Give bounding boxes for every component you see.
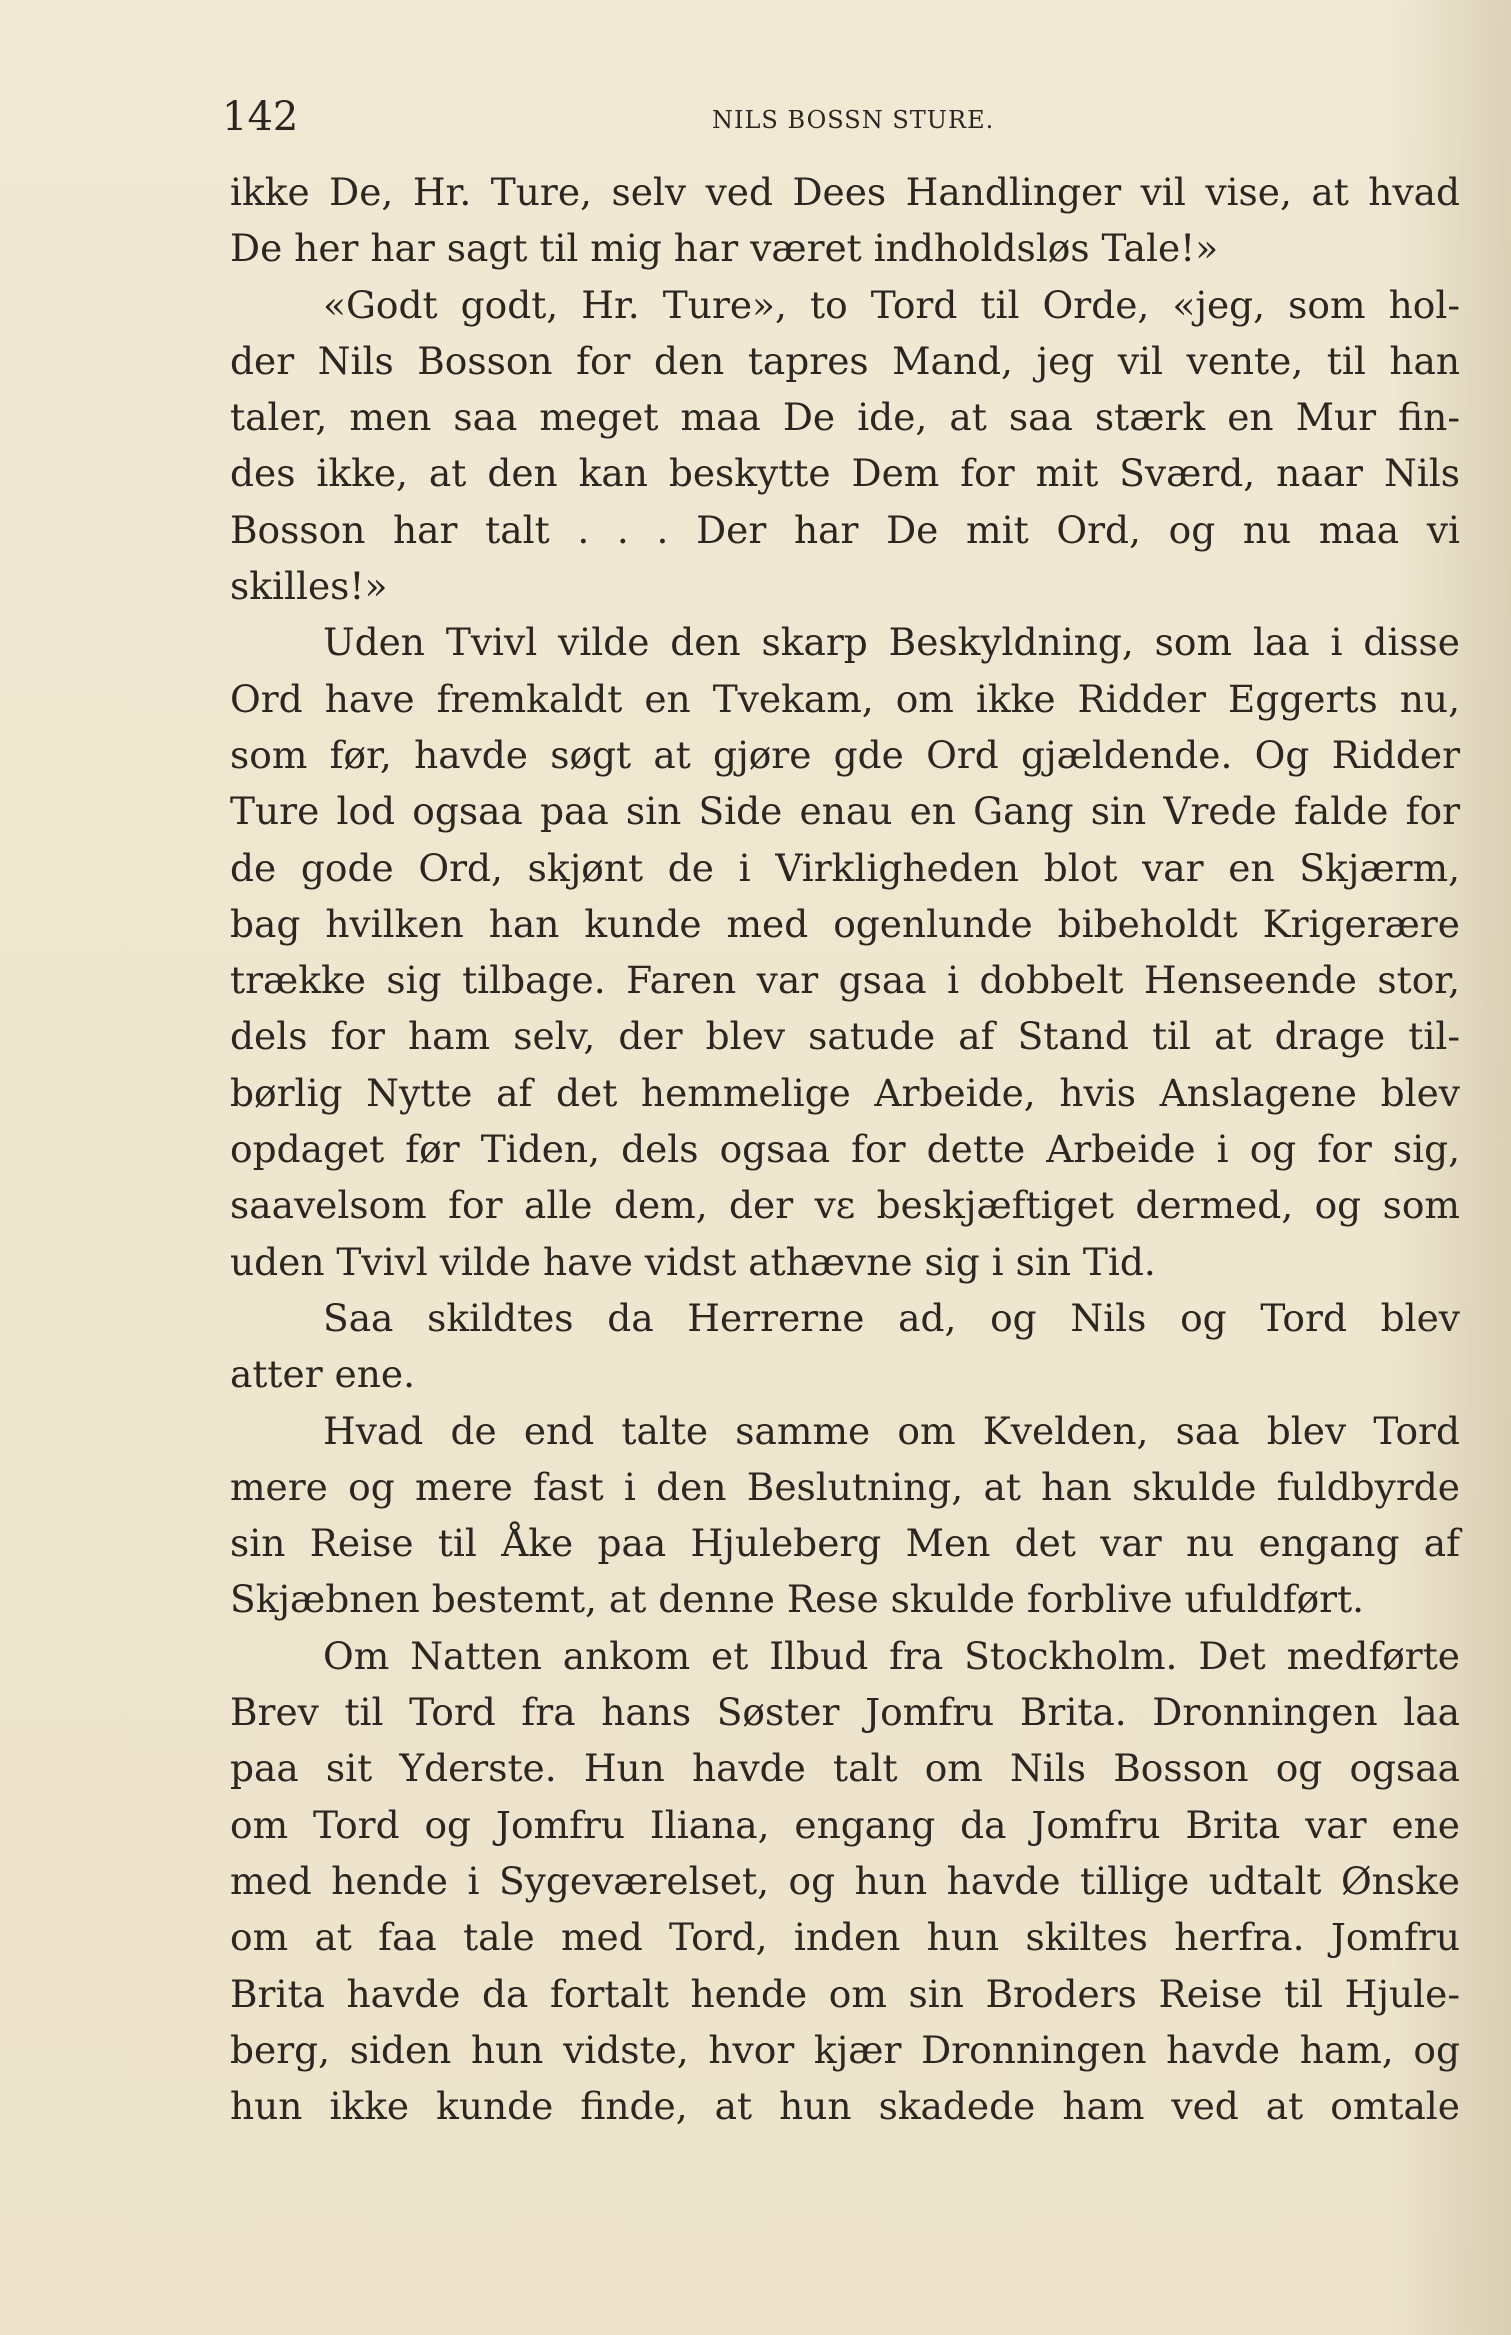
text-line: Bosson har talt . . . Der har De mit Ord, og nu maa vi [230, 507, 1460, 552]
text-line: dels for ham selv, der blev satude af Stand til at drage til- [230, 1014, 1460, 1059]
text-line: berg, siden hun vidste, hvor kjær Dronningen havde ham, og [230, 2027, 1460, 2072]
body-text [230, 164, 1460, 2134]
text-line: der Nils Bosson for den tapres Mand, jeg vil vente, til han [230, 338, 1460, 383]
text-line: taler, men saa meget maa De ide, at saa stærk en Mur fin- [230, 395, 1460, 440]
text-line: De her har sagt til mig har været indholdsløs Tale!» [230, 226, 1219, 271]
text-line: som før, havde søgt at gjøre gde Ord gjældende. Og Ridder [230, 732, 1460, 777]
text-line: saavelsom for alle dem, der vε beskjæftiget dermed, og som [230, 1183, 1460, 1228]
text-line: mere og mere fast i den Beslutning, at han skulde fuldbyrde [230, 1464, 1460, 1509]
text-line: Brev til Tord fra hans Søster Jomfru Brita. Dronningen laa [230, 1690, 1460, 1735]
text-line: børlig Nytte af det hemmelige Arbeide, hvis Anslagene blev [230, 1070, 1460, 1115]
text-line: Saa skildtes da Herrerne ad, og Nils og Tord blev [323, 1295, 1460, 1340]
text-line: uden Tvivl vilde have vidst athævne sig i sin Tid. [230, 1239, 1156, 1284]
text-line: Skjæbnen bestemt, at denne Rese skulde forblive ufuldført. [230, 1577, 1365, 1622]
text-line: skilles!» [230, 564, 388, 609]
text-line: trække sig tilbage. Faren var gsaa i dobbelt Henseende stor, [230, 958, 1460, 1003]
text-line: ikke De, Hr. Ture, selv ved Dees Handlinger vil vise, at hvad [230, 170, 1460, 214]
page-number: 142 [222, 94, 299, 140]
text-line: opdaget før Tiden, dels ogsaa for dette Arbeide i og for sig, [230, 1127, 1460, 1172]
text-line: sin Reise til Åke paa Hjuleberg Men det var nu engang af [230, 1521, 1460, 1566]
text-line: «Godt godt, Hr. Ture», to Tord til Orde, «jeg, som hol- [323, 282, 1460, 327]
text-line: Brita havde da fortalt hende om sin Broders Reise til Hjule- [230, 1971, 1460, 2016]
text-line: om Tord og Jomfru Iliana, engang da Jomfru Brita var ene [230, 1802, 1460, 1847]
text-line: hun ikke kunde finde, at hun skadede ham ved at omtale [230, 2084, 1460, 2129]
text-line: med hende i Sygeværelset, og hun havde tillige udtalt Ønske [230, 1858, 1460, 1903]
text-line: Ord have fremkaldt en Tvekam, om ikke Ridder Eggerts nu, [230, 676, 1460, 721]
text-line: de gode Ord, skjønt de i Virkligheden blot var en Skjærm, [230, 845, 1460, 890]
text-line: des ikke, at den kan beskytte Dem for mit Sværd, naar Nils [230, 451, 1460, 496]
text-line: om at faa tale med Tord, inden hun skiltes herfra. Jomfru [230, 1915, 1460, 1960]
text-line: bag hvilken han kunde med ogenlunde bibeholdt Krigerære [230, 901, 1460, 946]
text-line: Ture lod ogsaa paa sin Side enau en Gang sin Vrede falde for [230, 789, 1460, 834]
text-line: atter ene. [230, 1352, 415, 1397]
text-line: Om Natten ankom et Ilbud fra Stockholm. Det medførte [323, 1633, 1460, 1678]
text-line: paa sit Yderste. Hun havde talt om Nils Bosson og ogsaa [230, 1746, 1460, 1791]
running-title: NILS BOSSN STURE. [712, 106, 995, 134]
text-line: Uden Tvivl vilde den skarp Beskyldning, som laa i disse [323, 620, 1460, 665]
text-line: Hvad de end talte samme om Kvelden, saa blev Tord [323, 1408, 1460, 1453]
page-header [222, 92, 1462, 142]
